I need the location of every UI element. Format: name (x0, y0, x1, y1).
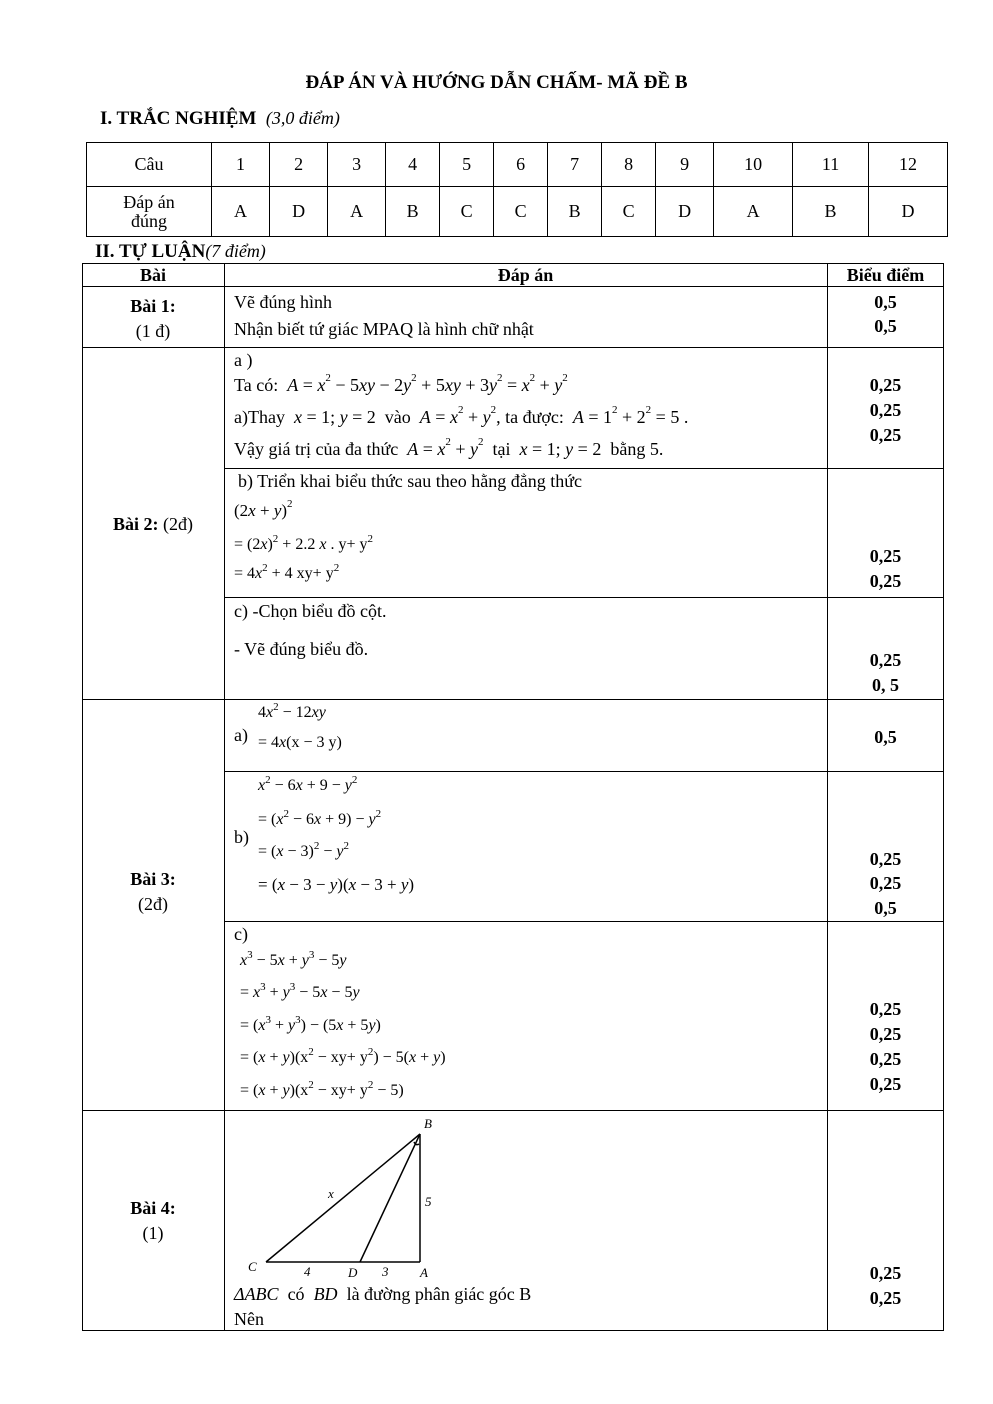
bai4-line2: Nên (234, 1309, 264, 1329)
answer-cell: B (548, 187, 602, 237)
label-b: B (424, 1116, 432, 1131)
bai1-label: Bài 1: (130, 296, 176, 316)
bai2-a3-prefix: Vậy giá trị của đa thức (234, 439, 399, 459)
bai1-line2: Nhận biết tứ giác MPAQ là hình chữ nhật (234, 319, 534, 339)
part2-points: (7 điểm) (205, 241, 266, 261)
answer-cell: D (656, 187, 714, 237)
bai2-a3-mid: tại (492, 439, 511, 459)
answer-cell: C (602, 187, 656, 237)
bai4-score2: 0,25 (869, 1288, 902, 1308)
label-5: 5 (425, 1194, 432, 1209)
bai3-c-label: c) (234, 924, 248, 944)
bai2-b-line1: $(2x + y)^2$ (234, 498, 293, 520)
label-a: A (420, 1265, 428, 1280)
bai1-line1: Vẽ đúng hình (234, 292, 332, 312)
bai4-triangle: ΔABC (234, 1284, 279, 1304)
question-number: 9 (656, 143, 714, 187)
bai2-a3-end: bằng 5. (610, 439, 664, 459)
bai2-c-score1: 0,25 (869, 650, 902, 670)
header-bieudiem: Biểu điểm (846, 265, 925, 285)
bai3-b-score3: 0,5 (874, 898, 897, 918)
bai4-has: có (287, 1284, 305, 1304)
question-number: 8 (602, 143, 656, 187)
bai3-c-score2: 0,25 (869, 1024, 902, 1044)
part1-points: (3,0 điểm) (265, 108, 340, 128)
bai2-c-line1: c) -Chọn biểu đồ cột. (234, 601, 387, 621)
bai2-a-label: a ) (234, 350, 253, 370)
question-number: 1 (212, 143, 270, 187)
table-border (224, 468, 944, 469)
label-4: 4 (304, 1264, 311, 1279)
essay-answer-table (82, 263, 944, 1331)
bai4-line1 (234, 1284, 531, 1305)
question-number: 12 (869, 143, 948, 187)
bai2-a-line2: a)Thay x = 1; y = 2 vào $A = x^2 + y^2$, ta được: $A = 1^2 + 2^2 = 5$ . (234, 404, 689, 427)
bai4-bd: BD (313, 1284, 338, 1304)
label-c: C (248, 1259, 257, 1274)
bai3-c-line5: = $(x + y)(x^2 - xy+ y^2 - 5)$ (240, 1079, 404, 1099)
bai3-c-score1: 0,25 (869, 999, 902, 1019)
bisector-bd (360, 1134, 420, 1262)
multiple-choice-table (86, 142, 948, 237)
bai2-points: (2đ) (163, 514, 193, 534)
bai2-a2-mid2: , ta được: (496, 407, 564, 427)
bai2-label (82, 514, 224, 535)
part1-heading (100, 108, 340, 130)
bai2-b-line2: = $(2x)^2 + 2.2$ x . $y+ y^2$ (234, 533, 373, 553)
bai1-score1: 0,5 (874, 292, 897, 312)
table-border (82, 263, 944, 264)
bai2-a2-mid1: vào (384, 407, 411, 427)
answer-cell: A (328, 187, 386, 237)
bai1-score2: 0,5 (874, 316, 897, 336)
answer-header (87, 187, 212, 237)
bai3-c-score4: 0,25 (869, 1074, 902, 1094)
bai3-a-line2: = 4x(x − 3 y) (258, 734, 342, 751)
question-number: 6 (494, 143, 548, 187)
bai3-label: Bài 3: (130, 869, 176, 889)
header-bai: Bài (139, 265, 166, 285)
table-border (82, 263, 83, 1331)
side-cb (266, 1134, 420, 1262)
table-border (224, 263, 225, 1331)
bai2-b-head: b) Triển khai biểu thức sau theo hằng đẳng thức (238, 471, 582, 491)
question-header: Câu (87, 143, 212, 187)
part2-heading-text: II. TỰ LUẬN (95, 241, 206, 262)
bai3-b-line1: $x^2 - 6x + 9 - y^2$ (258, 774, 358, 794)
question-number: 3 (328, 143, 386, 187)
answer-cell: B (386, 187, 440, 237)
table-border (224, 597, 944, 598)
bai3-b-line3: = $(x - 3)^2 - y^2$ (258, 840, 349, 860)
answer-row (87, 187, 948, 237)
answer-cell: A (212, 187, 270, 237)
bai3-c-line4: = $(x + y)(x^2 - xy+ y^2) - 5(x + y)$ (240, 1046, 446, 1066)
bai3-a-line1: $4x^2 - 12xy$ (258, 701, 326, 721)
table-border (82, 286, 944, 287)
answer-cell: A (714, 187, 793, 237)
label-d: D (348, 1265, 358, 1280)
bai4-rest: là đường phân giác góc B (346, 1284, 532, 1304)
bai3-c-score3: 0,25 (869, 1049, 902, 1069)
table-border (82, 1330, 944, 1331)
bai3-c-line2: = $x^3 + y^3 - 5x - 5y$ (240, 981, 360, 1001)
table-border (224, 771, 944, 772)
bai3-c-line1: $x^3 - 5x + y^3 - 5y$ (240, 949, 347, 969)
part2-heading (95, 241, 266, 263)
bai3-a-label: a) (234, 725, 248, 745)
bai2-c-line2: - Vẽ đúng biểu đồ. (234, 639, 369, 659)
question-number: 10 (714, 143, 793, 187)
header-dapan: Đáp án (497, 265, 554, 285)
answer-cell: B (792, 187, 868, 237)
question-number: 2 (270, 143, 328, 187)
question-number: 7 (548, 143, 602, 187)
bai2-label-text: Bài 2: (112, 514, 159, 534)
triangle-lines (266, 1134, 420, 1262)
bai3-b-score2: 0,25 (869, 873, 902, 893)
answer-header-line2: đúng (131, 210, 167, 231)
table-border (827, 263, 828, 1331)
bai3-b-line2: = $(x^2 - 6x + 9) - y^2$ (258, 808, 382, 828)
label-3: 3 (382, 1264, 389, 1279)
table-border (82, 1110, 944, 1111)
document-title: ĐÁP ÁN VÀ HƯỚNG DẪN CHẤM- MÃ ĐỀ B (305, 72, 688, 93)
question-number: 4 (386, 143, 440, 187)
bai3-a-score: 0,5 (874, 727, 897, 747)
table-border (82, 699, 944, 700)
part1-heading-text: I. TRẮC NGHIỆM (100, 108, 257, 129)
answer-cell: C (494, 187, 548, 237)
bai2-a-line1: Ta có: $A = x^2 - 5xy - 2y^2 + 5xy + 3y^2 = x^2 + y^2$ (234, 372, 568, 395)
bai2-a2-prefix: a)Thay (234, 407, 285, 427)
label-x: x (328, 1186, 334, 1201)
bai3-b-line4: = (x − 3 − y)(x − 3 + y) (258, 875, 415, 894)
table-border (82, 347, 944, 348)
bai1-points: (1 đ) (135, 321, 171, 341)
bai2-a1-formula: A (287, 375, 299, 395)
bai2-a-line3: Vậy giá trị của đa thức $A = x^2 + y^2$ tại x = 1; y = 2 bằng 5. (234, 436, 664, 459)
table-border (943, 263, 944, 1331)
answer-cell: D (869, 187, 948, 237)
bai3-b-label: b) (234, 827, 249, 847)
bai2-c-score2: 0, 5 (872, 675, 899, 695)
table-border (224, 921, 944, 922)
answer-header-line1: Đáp án (123, 191, 175, 212)
bai2-a-score2: 0,25 (869, 400, 902, 420)
question-number: 11 (792, 143, 868, 187)
bai2-a1-prefix: Ta có: (234, 375, 279, 395)
bai2-b-score2: 0,25 (869, 571, 902, 591)
triangle-figure (240, 1112, 460, 1287)
bai2-a-score1: 0,25 (869, 375, 902, 395)
bai2-a-score3: 0,25 (869, 425, 902, 445)
bai3-b-score1: 0,25 (869, 849, 902, 869)
bai4-points: (1) (142, 1223, 164, 1243)
question-row (87, 143, 948, 187)
bai2-b-score1: 0,25 (869, 546, 902, 566)
bai3-c-line3: = $(x^3 + y^3) - (5x + 5y)$ (240, 1014, 381, 1034)
question-number: 5 (440, 143, 494, 187)
bai2-b-line3: = $4x^2 + 4$ $xy+ y^2$ (234, 562, 340, 582)
bai4-score1: 0,25 (869, 1263, 902, 1283)
bai3-points: (2đ) (138, 894, 168, 914)
answer-cell: C (440, 187, 494, 237)
answer-cell: D (270, 187, 328, 237)
bai4-label: Bài 4: (130, 1198, 176, 1218)
